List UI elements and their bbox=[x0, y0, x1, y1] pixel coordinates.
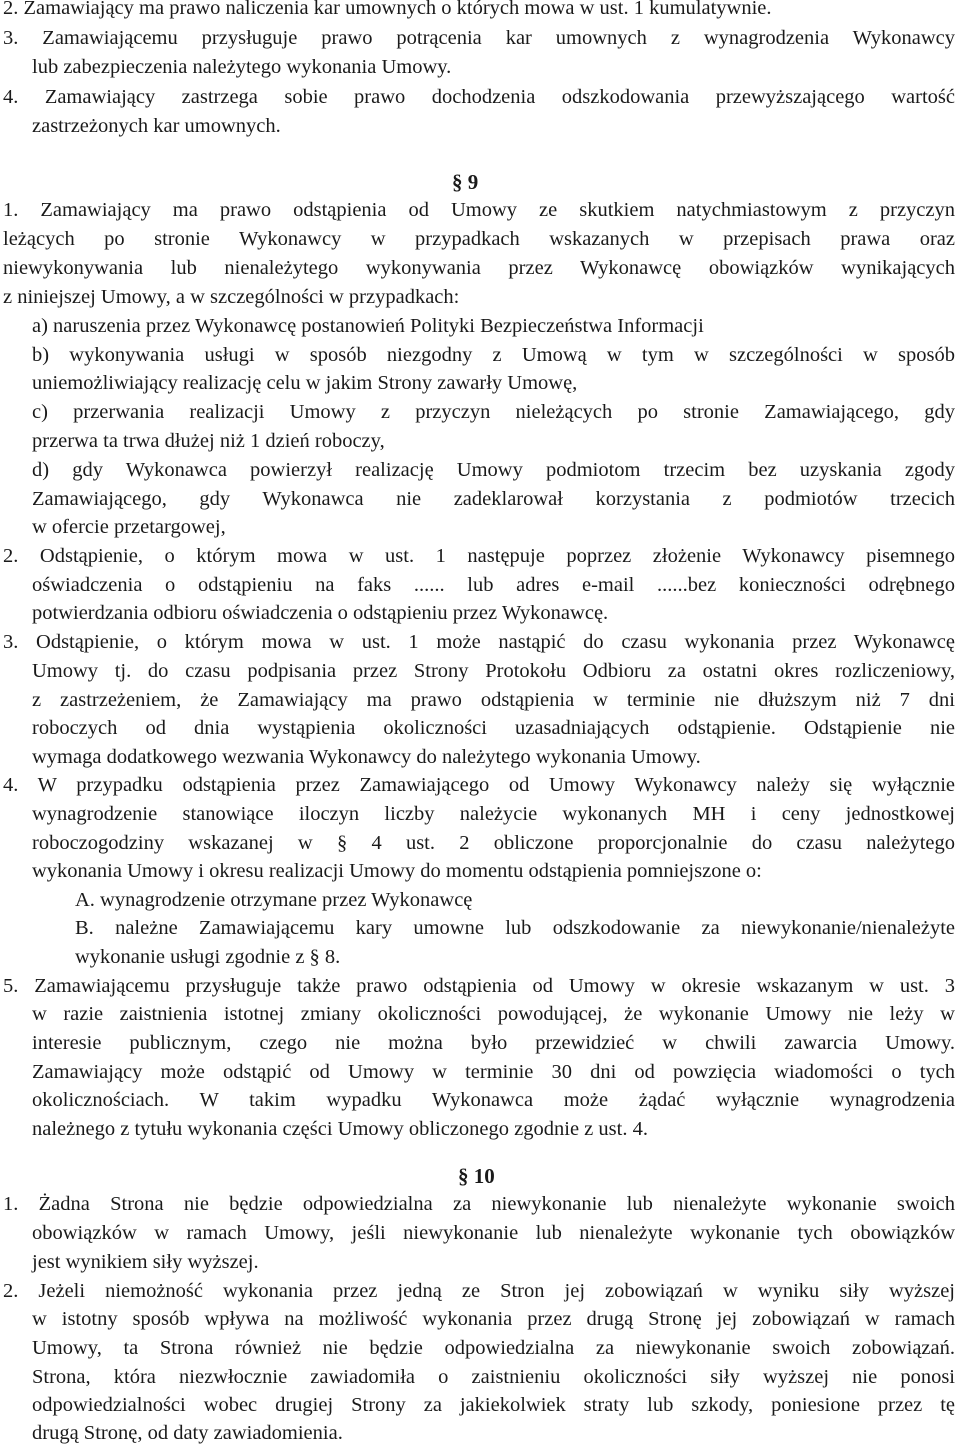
text-line: Umowy tj. do czasu podpisania przez Strony Protokołu Odbioru za ostatni okres rozliczeniowy, bbox=[32, 660, 955, 682]
text-line: odpowiedzialności wobec drugiej Strony za jakiekolwiek straty lub szkody, poniesione przez tę bbox=[32, 1394, 955, 1416]
text-line: jest wynikiem siły wyższej. bbox=[32, 1251, 259, 1273]
text-line: 3. Odstąpienie, o którym mowa w ust. 1 może nastąpić do czasu wykonania przez Wykonawcę bbox=[3, 631, 955, 653]
text-line: 3. Zamawiającemu przysługuje prawo potrącenia kar umownych z wynagrodzenia Wykonawcy bbox=[3, 27, 955, 49]
text-line: c) przerwania realizacji Umowy z przyczyn nieleżących po stronie Zamawiającego, gdy bbox=[32, 401, 955, 423]
section-heading: § 10 bbox=[458, 1164, 495, 1188]
text-line: wynagrodzenie stanowiące iloczyn liczby należycie wykonanych MH i ceny jednostkowej bbox=[32, 803, 955, 825]
text-line: wymaga dodatkowego wezwania Wykonawcy do należytego wykonania Umowy. bbox=[32, 746, 701, 768]
text-line: 2. Odstąpienie, o którym mowa w ust. 1 następuje poprzez złożenie Wykonawcy pisemnego bbox=[3, 545, 955, 567]
text-line: wykonania Umowy i okresu realizacji Umowy do momentu odstąpienia pomniejszone o: bbox=[32, 860, 762, 882]
text-line: d) gdy Wykonawca powierzył realizację Umowy podmiotom trzecim bez uzyskania zgody bbox=[32, 459, 955, 481]
text-line: w razie zaistnienia istotnej zmiany okoliczności powodującej, że wykonanie Umowy nie leży w bbox=[32, 1003, 955, 1025]
text-line: Umowy, ta Strona również nie będzie odpowiedzialna za niewykonanie swoich zobowiązań. bbox=[32, 1337, 955, 1359]
text-line: niewykonywania lub nienależytego wykonywania przez Wykonawcę obowiązków wynikających bbox=[3, 257, 955, 279]
text-line: 1. Zamawiający ma prawo odstąpienia od Umowy ze skutkiem natychmiastowym z przyczyn bbox=[3, 199, 955, 221]
text-line: Strona, która niezwłocznie zawiadomiła o zaistnieniu okoliczności siły wyższej nie ponosi bbox=[32, 1366, 955, 1388]
text-line: z niniejszej Umowy, a w szczególności w przypadkach: bbox=[3, 286, 460, 308]
text-line: Zamawiający może odstąpić od Umowy w terminie 30 dni od powzięcia wiadomości o tych bbox=[32, 1061, 955, 1083]
text-line: w istotny sposób wpływa na możliwość wykonania przez drugą Stronę jej zobowiązań w ramach bbox=[32, 1308, 955, 1330]
text-line: A. wynagrodzenie otrzymane przez Wykonawcę bbox=[75, 889, 473, 911]
text-line: 5. Zamawiającemu przysługuje także prawo odstąpienia od Umowy w okresie wskazanym w ust. 3 bbox=[3, 975, 955, 997]
text-line: a) naruszenia przez Wykonawcę postanowień Polityki Bezpieczeństwa Informacji bbox=[32, 315, 704, 337]
text-line: b) wykonywania usługi w sposób niezgodny z Umową w tym w szczególności w sposób bbox=[32, 344, 955, 366]
text-line: drugą Stronę, od daty zawiadomienia. bbox=[32, 1422, 343, 1444]
text-line: 2. Zamawiający ma prawo naliczenia kar umownych o których mowa w ust. 1 kumulatywnie. bbox=[3, 0, 772, 19]
text-line: leżących po stronie Wykonawcy w przypadkach wskazanych w przepisach prawa oraz bbox=[3, 228, 955, 250]
text-line: Zamawiającego, gdy Wykonawca nie zadeklarował korzystania z podmiotów trzecich bbox=[32, 488, 955, 510]
text-line: roboczych od dnia wystąpienia okoliczności uzasadniających odstąpienie. Odstąpienie nie bbox=[32, 717, 955, 739]
text-line: obowiązków w ramach Umowy, jeśli niewykonanie lub nienależyte wykonanie tych obowiązków bbox=[32, 1222, 955, 1244]
text-line: w ofercie przetargowej, bbox=[32, 516, 226, 538]
text-line: przerwa ta trwa dłużej niż 1 dzień roboczy, bbox=[32, 430, 385, 452]
text-line: potwierdzania odbioru oświadczenia o odstąpieniu przez Wykonawcę. bbox=[32, 602, 609, 624]
text-line: 1. Żadna Strona nie będzie odpowiedzialna za niewykonanie lub nienależyte wykonanie swoich bbox=[3, 1193, 955, 1215]
text-line: B. należne Zamawiającemu kary umowne lub odszkodowanie za niewykonanie/nienależyte bbox=[75, 917, 955, 939]
text-line: 4. Zamawiający zastrzega sobie prawo dochodzenia odszkodowania przewyższającego wartość bbox=[3, 86, 955, 108]
section-heading: § 9 bbox=[452, 170, 479, 194]
text-line: lub zabezpieczenia należytego wykonania Umowy. bbox=[32, 56, 452, 78]
text-line: wykonanie usługi zgodnie z § 8. bbox=[75, 946, 341, 968]
text-line: 2. Jeżeli niemożność wykonania przez jedną ze Stron jej zobowiązań w wyniku siły wyższej bbox=[3, 1280, 955, 1302]
text-line: roboczogodziny wskazanej w § 4 ust. 2 obliczone proporcjonalnie do czasu należytego bbox=[32, 832, 955, 854]
text-line: należnego z tytułu wykonania części Umowy obliczonego zgodnie z ust. 4. bbox=[32, 1118, 648, 1140]
text-line: oświadczenia o odstąpieniu na faks ...... lub adres e-mail ......bez konieczności odrębnego bbox=[32, 574, 955, 596]
text-line: uniemożliwiający realizację celu w jakim Strony zawarły Umowę, bbox=[32, 372, 578, 394]
text-line: okolicznościach. W takim wypadku Wykonawca może żądać wyłącznie wynagrodzenia bbox=[32, 1089, 955, 1111]
text-line: 4. W przypadku odstąpienia przez Zamawiającego od Umowy Wykonawcy należy się wyłącznie bbox=[3, 774, 955, 796]
text-line: z zastrzeżeniem, że Zamawiający ma prawo odstąpienia w terminie nie dłuższym niż 7 dni bbox=[32, 689, 955, 711]
text-line: interesie publicznym, czego nie można było przewidzieć w chwili zawarcia Umowy. bbox=[32, 1032, 955, 1054]
text-line: zastrzeżonych kar umownych. bbox=[32, 115, 281, 137]
